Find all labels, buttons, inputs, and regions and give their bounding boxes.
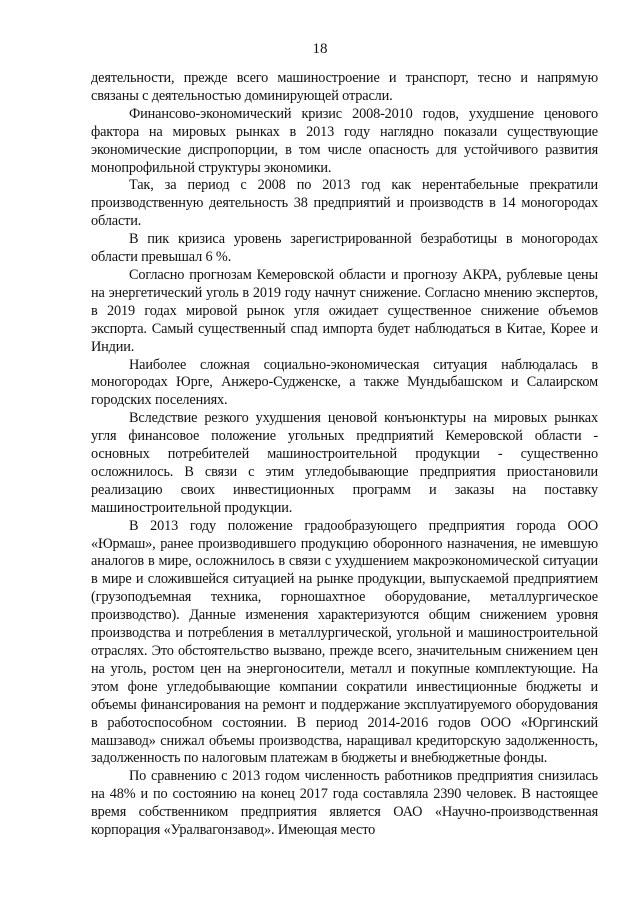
page-number: 18: [312, 41, 328, 57]
paragraph-continued: деятельности, прежде всего машиностроение и транспорт, тесно и напрямую связаны с деятельностью доминирующей отрасли.: [91, 70, 598, 104]
paragraph: В пик кризиса уровень зарегистрированной безработицы в моногородах области превышал 6 %.: [91, 231, 598, 266]
paragraph: Наиболее сложная социально-экономическая ситуация наблюдалась в моногородах Юрге, Анжеро-Судженске, а также Мундыбашском и Салаирском городских поселениях.: [91, 356, 598, 409]
paragraph: Так, за период с 2008 по 2013 год как нерентабельные прекратили производственную деятельность 38 предприятий и производств в 14 моногородах области.: [91, 177, 598, 230]
paragraph: Финансово-экономический кризис 2008-2010 годов, ухудшение ценового фактора на мировых рынках в 2013 году наглядно показали существующие экономические диспропорции, в том числе опасность для устойчивого развития монопрофильной структуры экономики.: [91, 105, 598, 176]
paragraph: По сравнению с 2013 годом численность работников предприятия снизилась на 48% и по состоянию на конец 2017 года составляла 2390 человек. В настоящее время собственником предприятия является ОАО «Научно-производственная корпорация «Уралвагонзавод». Имеющая место: [91, 768, 598, 839]
paragraph: В 2013 году положение градообразующего предприятия города ООО «Юрмаш», ранее производившего продукцию оборонного назначения, не имевшую аналогов в мире, осложнилось в связи с ухудшением макроэкономической ситуации в мире и сложившейся ситуацией на рынке продукции, выпускаемой предприятием (грузоподъемная техника, горношахтное оборудование, металлургическое производство). Данные изменения характеризуются общим снижением уровня производства и потребления в металлургической, угольной и машиностроительной отраслях. Это обстоятельство вызвано, прежде всего, значительным снижением цен на уголь, ростом цен на энергоносители, металл и покупные комплектующие. На этом фоне угледобывающие компании сократили инвестиционные бюджеты и объемы финансирования на ремонт и поддержание эксплуатируемого оборудования в работоспособном состоянии. В период 2014-2016 годов ООО «Юргинский машзавод» снижал объемы производства, наращивал кредиторскую задолженность, задолженность по налоговым платежам в бюджеты и внебюджетные фонды.: [91, 517, 598, 767]
paragraph: Согласно прогнозам Кемеровской области и прогнозу АКРА, рублевые цены на энергетический уголь в 2019 году начнут снижение. Согласно мнению экспертов, в 2019 годах мировой рынок угля ожидает существенное снижение объемов экспорта. Самый существенный спад импорта будет наблюдаться в Китае, Корее и Индии.: [91, 266, 598, 355]
body-text: [91, 70, 598, 840]
paragraph: Вследствие резкого ухудшения ценовой конъюнктуры на мировых рынках угля финансовое положение угольных предприятий Кемеровской области - основных потребителей машиностроительной продукции - существенно осложнилось. В связи с этим угледобывающие предприятия приостановили реализацию своих инвестиционных программ и заказы на поставку машиностроительной продукции.: [91, 410, 598, 516]
